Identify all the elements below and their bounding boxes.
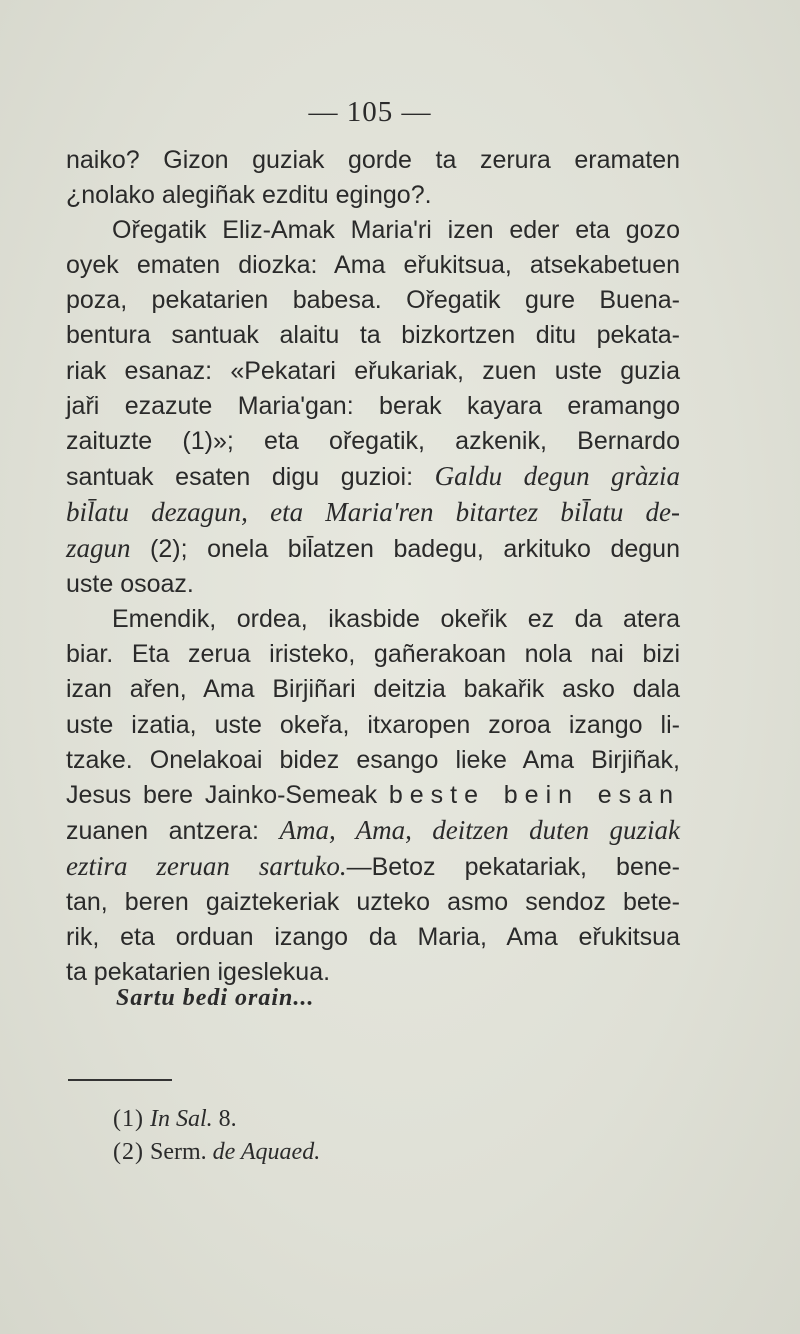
text-line — [66, 143, 680, 178]
line-text: Jesus bere Jainko-Semeak — [66, 780, 389, 809]
italic-text: Galdu degun gràzia — [434, 460, 681, 491]
italic-text: zagun — [66, 533, 131, 564]
line-text: riak esanaz: «Pekatari eřukariak, zuen uste guzia — [66, 356, 680, 385]
text-line — [66, 743, 680, 778]
text-line — [66, 849, 680, 885]
line-text: —Betoz pekatariak, bene- — [346, 852, 680, 881]
spaced-text: beste bein esan — [388, 780, 680, 809]
line-text: bentura santuak alaitu ta bizkortzen ditu pekata- — [66, 321, 680, 350]
text-line — [66, 567, 680, 602]
line-text: jaři ezazute Maria'gan: berak kayara eramango — [66, 391, 680, 420]
footnote-number: (1) — [113, 1106, 144, 1132]
line-text: oyek ematen diozka: Ama eřukitsua, atsekabetuen — [66, 251, 680, 280]
line-text: zuanen antzera: — [66, 816, 280, 845]
line-text: santuak esaten digu guzioi: — [66, 462, 435, 491]
paragraph — [66, 602, 680, 990]
text-line — [66, 213, 680, 248]
text-line — [66, 885, 680, 920]
text-line — [66, 248, 680, 283]
line-text: zaituzte (1)»; eta ořegatik, azkenik, Bernardo — [66, 426, 680, 455]
line-text: izan ařen, Ama Birjiñari deitzia bakařik asko dala — [66, 675, 680, 704]
text-line — [66, 389, 680, 424]
footnote-text: Serm. — [149, 1139, 213, 1165]
line-text: tzake. Onelakoai bidez esango lieke Ama Birjiñak, — [66, 745, 680, 774]
footnote-divider — [68, 1079, 172, 1081]
footnote-text: 8. — [212, 1106, 237, 1132]
italic-text: bil̄atu dezagun, eta Maria'ren bitartez bil̄atu de- — [66, 496, 680, 527]
paragraph — [66, 213, 680, 602]
footnote-source: de Aquaed. — [212, 1139, 321, 1165]
text-line — [66, 531, 680, 567]
line-text: naiko? Gizon guziak gorde ta zerura eramaten — [66, 146, 680, 174]
text-line — [66, 672, 680, 707]
line-text: biar. Eta zerua iristeko, gañerakoan nola nai bizi — [66, 640, 680, 669]
line-text: ¿nolako alegiñak ezditu egingo?. — [66, 181, 432, 210]
line-text: poza, pekatarien babesa. Ořegatik gure Buena- — [66, 286, 680, 315]
italic-text: Ama, Ama, deitzen duten guziak — [279, 814, 680, 845]
text-line — [66, 283, 680, 318]
line-text: tan, beren gaiztekeriak uzteko asmo sendoz bete- — [66, 887, 680, 916]
text-line — [66, 637, 680, 672]
line-text: ta pekatarien igeslekua. — [66, 958, 331, 987]
line-text: Emendik, ordea, ikasbide okeřik ez da atera — [112, 605, 680, 634]
line-text: Ořegatik Eliz-Amak Maria'ri izen eder eta gozo — [112, 216, 680, 245]
footnote — [113, 1103, 320, 1136]
line-text: (2); onela bil̄atzen badegu, arkituko degun — [130, 535, 680, 564]
line-text: rik, eta orduan izango da Maria, Ama eřukitsua — [66, 923, 680, 952]
footnotes — [113, 1103, 320, 1169]
footnote — [113, 1136, 320, 1169]
line-text: uste izatia, uste okeřa, itxaropen zoroa izango li- — [66, 710, 680, 739]
paragraph — [66, 143, 680, 213]
body-text — [66, 143, 680, 990]
text-line — [66, 459, 680, 495]
italic-text: eztira zeruan sartuko. — [66, 850, 347, 881]
page-number: — 105 — — [308, 96, 432, 128]
footnote-number: (2) — [113, 1139, 144, 1165]
text-line — [66, 920, 680, 955]
text-line — [66, 813, 680, 849]
text-line — [66, 354, 680, 389]
text-line — [66, 318, 680, 353]
text-line — [66, 708, 680, 743]
text-line — [66, 495, 680, 531]
footnote-source: In Sal. — [149, 1106, 213, 1132]
closing-line: Sartu bedi orain... — [116, 985, 315, 1011]
text-line — [66, 424, 680, 459]
text-line — [66, 778, 680, 813]
text-line — [66, 602, 680, 637]
line-text: uste osoaz. — [66, 570, 194, 599]
text-line — [66, 178, 680, 213]
